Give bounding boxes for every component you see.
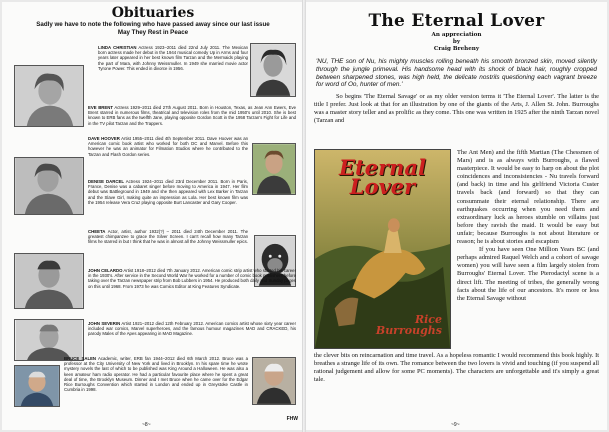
obituary-text: Actor, artist, author 1932(?) – 2011 died 24th December 2011. The greatest chimpanzee to grace the Silver Screen. I can't recall how many Tarzan films he starred in but I think that he was in almost all the Johnny Weissmuller epics.: [88, 229, 248, 245]
obituary-text: Artist 1918–2012 died 7th January 2012. American comic strip artist who started his career in the 1930's. After service in the Second World War he worked for a number of comic book publishers before taking over the Tarzan newspaper strip from Bob Lubbers in 1954. He produced both daily and Sunday pages on this until 1968. From 1973 he was Comics Editor at King Features Syndicate.: [88, 268, 297, 289]
obituaries-page: [2, 2, 302, 430]
obituary-text: Actress 1929–2011 died 27th August 2011. Born in Houston, Texas, as Jean Ann Ewers, Eve Brent starred in numerous films, theatrical and television roles from the mid 1950's until 2010. She is best known to ERB fans as the twelfth Jane, playing opposite Gordon Scott in the 1958 Tarzan's Fight for Life and in the TV pilot Tarzan and the Trappers.: [88, 105, 296, 126]
obituary-name: EVE BRENT: [88, 105, 113, 110]
byline-author: Craig Breheny: [433, 46, 480, 52]
obituary-entry: [88, 105, 296, 126]
cover-author-line2: Burroughs: [375, 324, 442, 337]
byline-prefix: by: [452, 39, 461, 45]
article-side-column: [457, 149, 599, 303]
cover-author: [376, 314, 442, 336]
obituary-entry: [88, 136, 248, 157]
obituary-entry: [64, 356, 248, 392]
book-cover-image: [314, 149, 451, 349]
obituary-name: CHEETA: [88, 229, 106, 234]
article-page: [306, 2, 607, 430]
page-number: ~8~: [142, 422, 151, 428]
cover-title-line1: Eternal: [339, 155, 426, 180]
portrait-photo: [14, 157, 84, 215]
side-column-text-2: If you have seen One Million Years BC (and perhaps admired Raquel Welch and a cohort of savage women) you will have seen a film largely stolen from Burroughs' Eternal Lover. The Pterodactyl scene is a direct lift. The meeting of tribes, the generally wrong facts about the life of our ancestors. It's more or less the Eternal Savage without: [457, 246, 599, 302]
intro-quote: 'NU, THE son of Nu, his mighty muscles rolling beneath his smooth bronzed skin, moved silently through the jungle primeval. His handsome head with its shock of black hair, roughly cropped between sharpened stones, was high held, the delicate nostrils questioning each vagrant breeze for word of Oo, hunter of men.': [316, 58, 597, 89]
portrait-photo: [250, 43, 296, 97]
cover-title: [315, 155, 450, 199]
obituary-name: DAVE HOOVER: [88, 136, 120, 141]
obituary-name: LINDA CHRISTIAN: [98, 45, 137, 50]
obituary-text: Artist 1955–2011 died 4th September 2011. Dave Hoover was an American comic book artist who worked for both DC and Marvel. Before this however he was an animator for Filmation Studios where he contributed to the Tarzan and Flash Gordon series.: [88, 136, 248, 157]
obituary-text: Artist 1921–2012 died 12th February 2012. American comics artist whose sixty year career included war comics, Marvel superheroes, and the famous humour magazines MAD and CRACKED, his parody Males of the Apes appearing in MAD Magazine.: [88, 321, 296, 337]
obituary-entry: [88, 321, 296, 337]
obituary-entry: [88, 268, 296, 289]
obituary-entry: [88, 179, 248, 205]
article-lead: [314, 93, 599, 125]
article-byline: [314, 39, 599, 53]
obituary-name: BRUCE SALEN: [64, 356, 97, 361]
page-number: ~9~: [451, 422, 460, 428]
obituaries-subtitle: Sadly we have to note the following who have passed away since our last issue: [36, 21, 270, 28]
obituaries-title: Obituaries: [111, 5, 195, 21]
article-closing: [314, 352, 599, 384]
article-kicker: An appreciation: [431, 32, 482, 38]
article-title: The Eternal Lover: [368, 11, 545, 31]
portrait-photo: [14, 365, 60, 407]
cover-title-line2: Lover: [349, 174, 416, 199]
closing-text: the clever bits on reincarnation and time travel. As a hopeless romantic I would recommend this book highly. It breathes a strange life of its own. The romance between the two lovers is vivid and touching (if you suspend all rational judgement and allow for some PC moments). The characters are unforgettable and it's simply a great tale.: [314, 352, 599, 384]
obituary-text: Actress 1923–2011 died 22nd July 2011. The Mexican born actress made her debut in the 1944 musical comedy Up in Arms and four years later appeared in her best known film Tarzan and the Mermaids playing the part of Mara, with Johnny Weissmuller. In 1949 she married movie actor Tyrone Power. This ended in divorce in 1956.: [98, 45, 248, 71]
obituary-text: Actress 1924–2011 died 23rd December 2011. Born in Paris, France, Denise was a cabaret singer before moving to America in 1947. Her film debut was Battleground in 1949 and she then appeared with Lex Barker in Tarzan and the Slave Girl, making quite an impression as Lola. Her best known film was the 1954 release Vera Cruz playing opposite Burt Lancaster and Gary Cooper.: [88, 179, 248, 205]
portrait-photo: [252, 143, 296, 195]
portrait-photo: [14, 253, 84, 309]
portrait-photo: [252, 357, 296, 405]
obituary-entry: [88, 229, 248, 245]
obituary-name: JOHN SEVERIN: [88, 321, 121, 326]
side-column-text: The Ant Men) and the fifth Martian (The Chessmen of Mars) and is as always with Burroughs, a flawed masterpiece. It would be easy to harp on about the plot coincidences and inconsistencies - Nu travels forward (and back) in time and his girlfriend Victoria Custer travels back (and forward) so that they can consummate their eternal relationship. There are earthquakes occurring when you need them and extraordinary luck as heroes stumble on villains just before they ravish the maid. It would be easy but unfair; because Burroughs is not about literature or reason; he is about stories and escapism: [457, 149, 599, 246]
author-initials: FHW: [286, 416, 298, 422]
portrait-photo: [14, 319, 84, 361]
obituary-name: JOHN CELARDO: [88, 268, 123, 273]
portrait-photo: [14, 65, 84, 127]
obituary-name: DENISE DARCEL: [88, 179, 124, 184]
obituary-entry: [98, 45, 248, 71]
cover-author-line1: Rice: [414, 313, 442, 326]
obituaries-rest-in-peace: May They Rest in Peace: [117, 28, 189, 36]
obituary-text: Academic, writer, ERB fan 1944–2012 died 6th March 2012. Bruce was a professor at the City University of New York and lived in Brooklyn. In his spare time he wrote mystery novels the last of which to be published was King Around a Halloween. He was also a keen amateur ham radio operator. He had a particular favourite place where he spent a great deal of time, the Brooklyn Museum. Dinner and I met Bruce when he came over for the Edgar Rice Burroughs Convention which started in London and ended up in Greystoke Castle in Cumbria in 1998.: [64, 356, 249, 393]
lead-paragraph: So begins 'The Eternal Savage' or as my older version terms it 'The Eternal Lover'. The latter is the title I prefer. Just look at that for an illustration by one of the giants of the Arts, J. Allen St. John. Burroughs was a master story teller and as prolific as they come. This one was written in 1925 after the ninth Tarzan novel (Tarzan and: [314, 93, 599, 125]
